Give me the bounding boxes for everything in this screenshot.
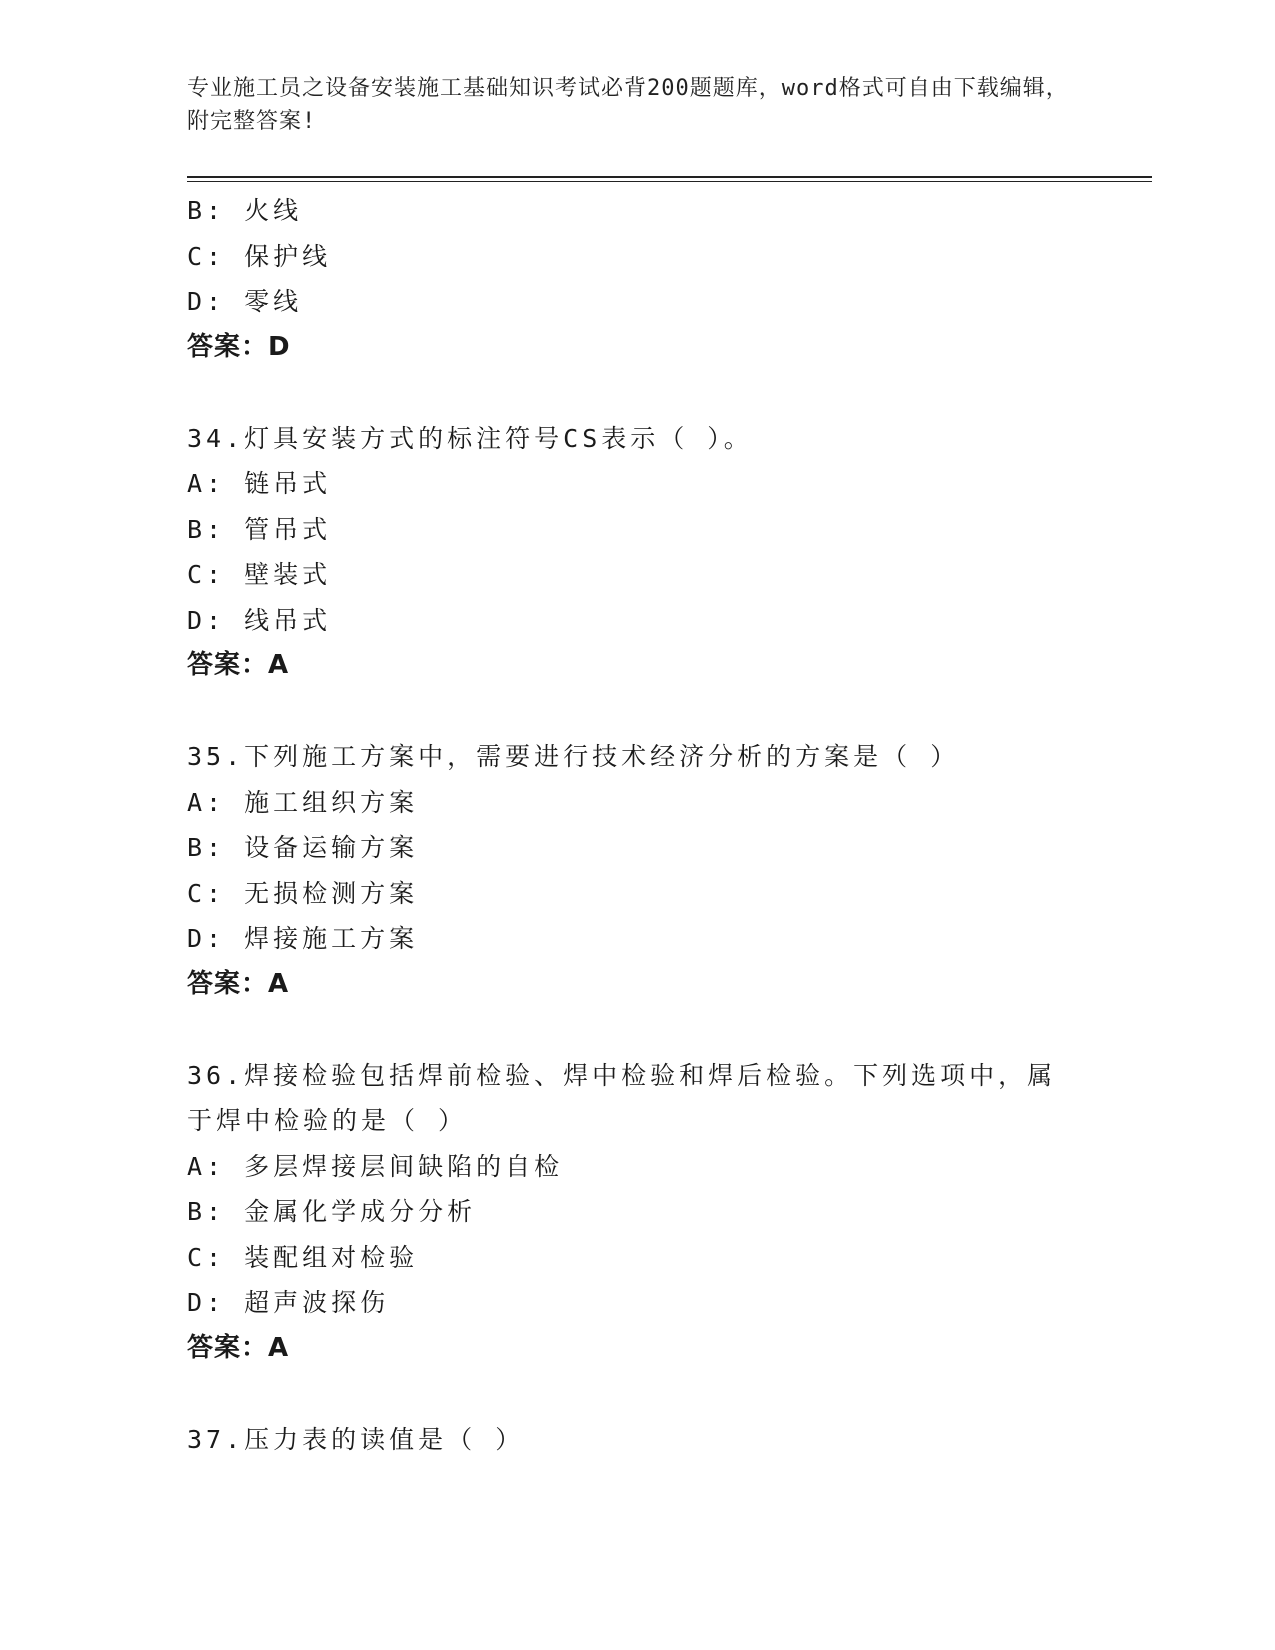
answer-line: 答案：A — [187, 650, 290, 680]
option-a: A: 链吊式 — [187, 469, 332, 498]
question-stem: 35.下列施工方案中，需要进行技术经济分析的方案是（ ） — [187, 742, 960, 771]
option-d: D: 超声波探伤 — [187, 1288, 390, 1317]
question-stem: 34.灯具安装方式的标注符号CS表示（ ）。 — [187, 423, 753, 453]
answer-line: 答案：D — [187, 331, 291, 362]
question-block — [187, 188, 1087, 370]
option-c: C: 无损检测方案 — [187, 878, 419, 908]
option-d: D: 零线 — [187, 287, 303, 316]
page-header: 专业施工员之设备安装施工基础知识考试必背200题题库，word格式可自由下载编辑，附完整答案! — [187, 76, 1069, 134]
option-c: C: 装配组对检验 — [187, 1242, 419, 1272]
question-block — [187, 416, 1087, 689]
option-b: B: 设备运输方案 — [187, 833, 419, 862]
answer-line: 答案：A — [187, 968, 290, 999]
header-divider-thin — [187, 181, 1152, 182]
option-b: B: 火线 — [187, 196, 303, 225]
question-block — [187, 734, 1087, 1007]
option-b: B: 管吊式 — [187, 514, 332, 544]
option-b: B: 金属化学成分分析 — [187, 1197, 477, 1226]
option-c: C: 保护线 — [187, 241, 332, 271]
header-divider — [187, 176, 1152, 178]
option-d: D: 线吊式 — [187, 605, 332, 635]
option-d: D: 焊接施工方案 — [187, 924, 419, 953]
option-c: C: 壁装式 — [187, 560, 332, 589]
question-stem: 37.压力表的读值是（ ） — [187, 1424, 525, 1454]
question-list — [187, 188, 1087, 1462]
answer-line: 答案：A — [187, 1332, 290, 1363]
question-stem: 36.焊接检验包括焊前检验、焊中检验和焊后检验。下列选项中，属于焊中检验的是（ ） — [187, 1060, 1057, 1135]
option-a: A: 多层焊接层间缺陷的自检 — [187, 1151, 564, 1181]
option-a: A: 施工组织方案 — [187, 787, 419, 817]
question-block — [187, 1417, 1087, 1463]
question-block — [187, 1053, 1087, 1372]
